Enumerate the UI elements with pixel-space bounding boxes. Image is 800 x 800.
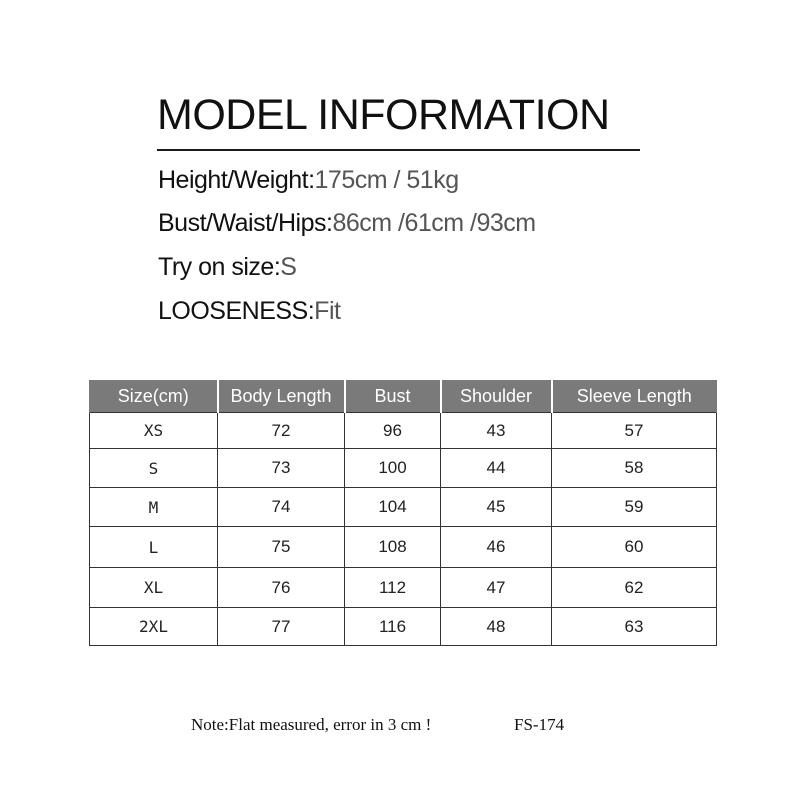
table-row: [90, 488, 717, 527]
shoulder-cell: 43: [441, 413, 552, 449]
sleeve-length-cell: 62: [552, 568, 717, 608]
bust-cell: 108: [345, 527, 441, 568]
shoulder-cell: 45: [441, 488, 552, 527]
page-title: MODEL INFORMATION: [157, 91, 610, 139]
body-length-cell: 75: [218, 527, 345, 568]
info-try-on-size: [158, 252, 296, 282]
body-length-cell: 72: [218, 413, 345, 449]
info-value: 86cm /61cm /93cm: [332, 209, 536, 237]
sleeve-length-cell: 59: [552, 488, 717, 527]
bust-cell: 100: [345, 449, 441, 488]
table-row: [90, 449, 717, 488]
table-row: [90, 527, 717, 568]
column-header-body-length: Body Length: [218, 380, 345, 413]
table-header-row: [90, 380, 717, 413]
size-chart-table: [89, 380, 717, 646]
body-length-cell: 74: [218, 488, 345, 527]
shoulder-cell: 48: [441, 608, 552, 646]
body-length-cell: 73: [218, 449, 345, 488]
info-height-weight: [158, 165, 459, 195]
body-length-cell: 77: [218, 608, 345, 646]
product-code: FS-174: [514, 715, 565, 734]
size-cell: M: [90, 488, 218, 527]
column-header-sleeve-length: Sleeve Length: [552, 380, 717, 413]
column-header-size: Size(cm): [90, 380, 218, 413]
title-underline: [157, 149, 640, 151]
body-length-cell: 76: [218, 568, 345, 608]
info-value: Fit: [314, 297, 341, 325]
size-cell: 2XL: [90, 608, 218, 646]
info-looseness: [158, 296, 340, 326]
column-header-bust: Bust: [345, 380, 441, 413]
measurement-note: Note:Flat measured, error in 3 cm !: [191, 715, 432, 734]
size-cell: XS: [90, 413, 218, 449]
info-label: Bust/Waist/Hips:: [158, 209, 333, 237]
shoulder-cell: 47: [441, 568, 552, 608]
info-label: Height/Weight:: [158, 166, 315, 194]
info-value: S: [280, 253, 297, 281]
sleeve-length-cell: 57: [552, 413, 717, 449]
table-row: [90, 608, 717, 646]
info-bust-waist-hips: [158, 208, 536, 238]
column-header-shoulder: Shoulder: [441, 380, 552, 413]
shoulder-cell: 46: [441, 527, 552, 568]
bust-cell: 96: [345, 413, 441, 449]
table-row: [90, 413, 717, 449]
size-cell: S: [90, 449, 218, 488]
size-cell: XL: [90, 568, 218, 608]
sleeve-length-cell: 58: [552, 449, 717, 488]
shoulder-cell: 44: [441, 449, 552, 488]
info-label: Try on size:: [158, 253, 281, 281]
sleeve-length-cell: 63: [552, 608, 717, 646]
bust-cell: 112: [345, 568, 441, 608]
bust-cell: 116: [345, 608, 441, 646]
table-row: [90, 568, 717, 608]
info-label: LOOSENESS:: [158, 297, 315, 325]
info-value: 175cm / 51kg: [314, 166, 459, 194]
bust-cell: 104: [345, 488, 441, 527]
size-cell: L: [90, 527, 218, 568]
sleeve-length-cell: 60: [552, 527, 717, 568]
